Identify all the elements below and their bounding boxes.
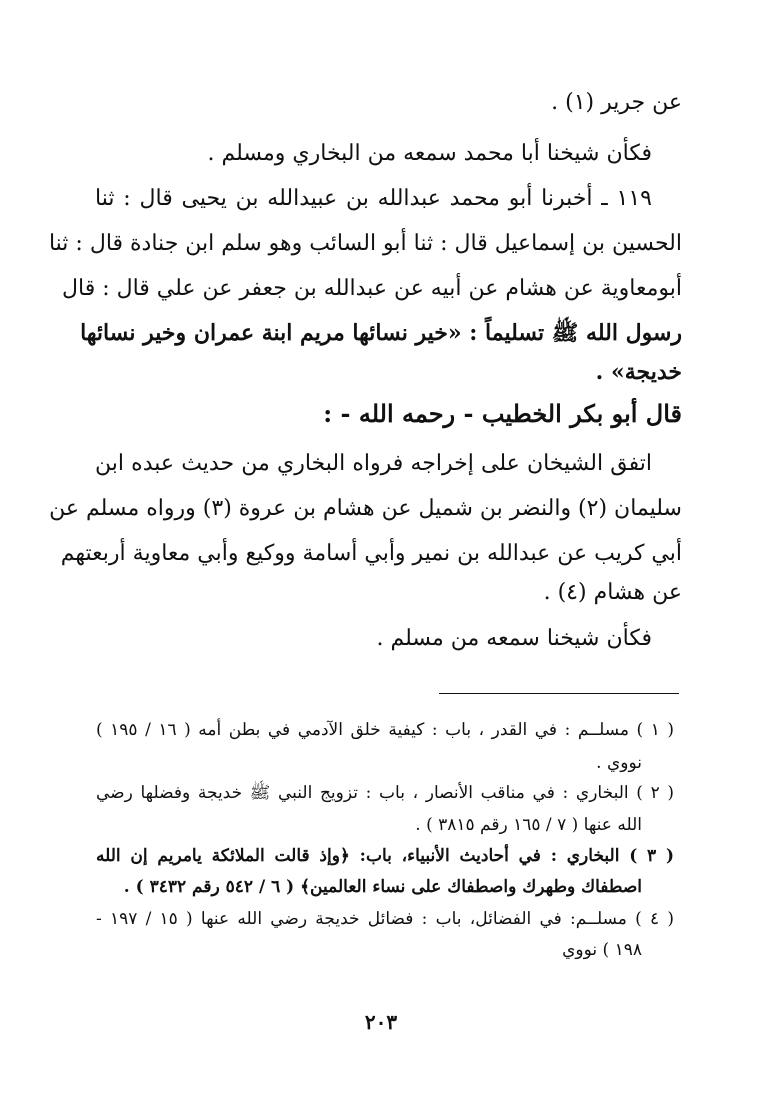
footnote-1-line-2: نووي . (596, 753, 642, 773)
text-line-12: عن هشام (٤) . (543, 580, 682, 605)
footnote-2-line-2: الله عنها ( ٧ / ١٦٥ رقم ٣٨١٥ ) . (415, 815, 642, 835)
footnote-1-line-1: ( ١ ) مسلــم : في القدر ، باب : كيفية خلق الآدمي في بطن أمه ( ١٦ / ١٩٥ ) (96, 720, 674, 740)
text-line-1: عن جرير (١) . (551, 90, 682, 115)
text-line-10: سليمان (٢) والنضر بن شميل عن هشام بن عروة (٣) ورواه مسلم عن (49, 496, 682, 521)
text-line-4: الحسين بن إسماعيل قال : ثنا أبو السائب وهو سلم ابن جنادة قال : ثنا (48, 231, 682, 256)
page-number: ٢٠٣ (364, 1010, 398, 1034)
text-line-3: ١١٩ ـ أخبرنا أبو محمد عبدالله بن عبيدالله بن يحيى قال : ثنا (95, 186, 652, 211)
text-line-9: اتفق الشيخان على إخراجه فرواه البخاري من حديث عبده ابن (95, 451, 652, 476)
text-line-7: خديجة» . (595, 359, 682, 385)
footnote-4-line-2: ١٩٨ ) نووي (562, 940, 642, 960)
footnote-3-line-1: ( ٣ ) البخاري : في أحاديث الأنبياء، باب: ﴿وإذ قالت الملائكة يامريم إن الله (96, 846, 675, 866)
text-line-11: أبي كريب عن عبدالله بن نمير وأبي أسامة ووكيع وأبي معاوية أربعتهم (60, 541, 682, 566)
text-line-6: رسول الله ﷺ تسليماً : «خير نسائها مريم ابنة عمران وخير نسائها (80, 320, 682, 346)
footnote-2-line-1: ( ٢ ) البخاري : في مناقب الأنصار ، باب : تزويج النبي ﷺ خديجة وفضلها رضي (96, 783, 674, 803)
footnote-4-line-1: ( ٤ ) مسلــم: في الفضائل، باب : فضائل خديجة رضي الله عنها ( ١٥ / ١٩٧ - (96, 909, 674, 929)
text-line-5: أبومعاوية عن هشام عن أبيه عن عبدالله بن جعفر عن علي قال : قال (62, 276, 682, 301)
footnote-3-line-2: اصطفاك وطهرك واصطفاك على نساء العالمين﴾ ( ٦ / ٥٤٢ رقم ٣٤٣٢ ) . (123, 877, 642, 897)
text-line-13: فكأن شيخنا سمعه من مسلم . (376, 626, 652, 651)
section-heading: قال أبو بكر الخطيب - رحمه الله - : (323, 399, 682, 428)
text-line-2: فكأن شيخنا أبا محمد سمعه من البخاري ومسلم . (207, 141, 652, 166)
footnote-divider (439, 693, 679, 694)
